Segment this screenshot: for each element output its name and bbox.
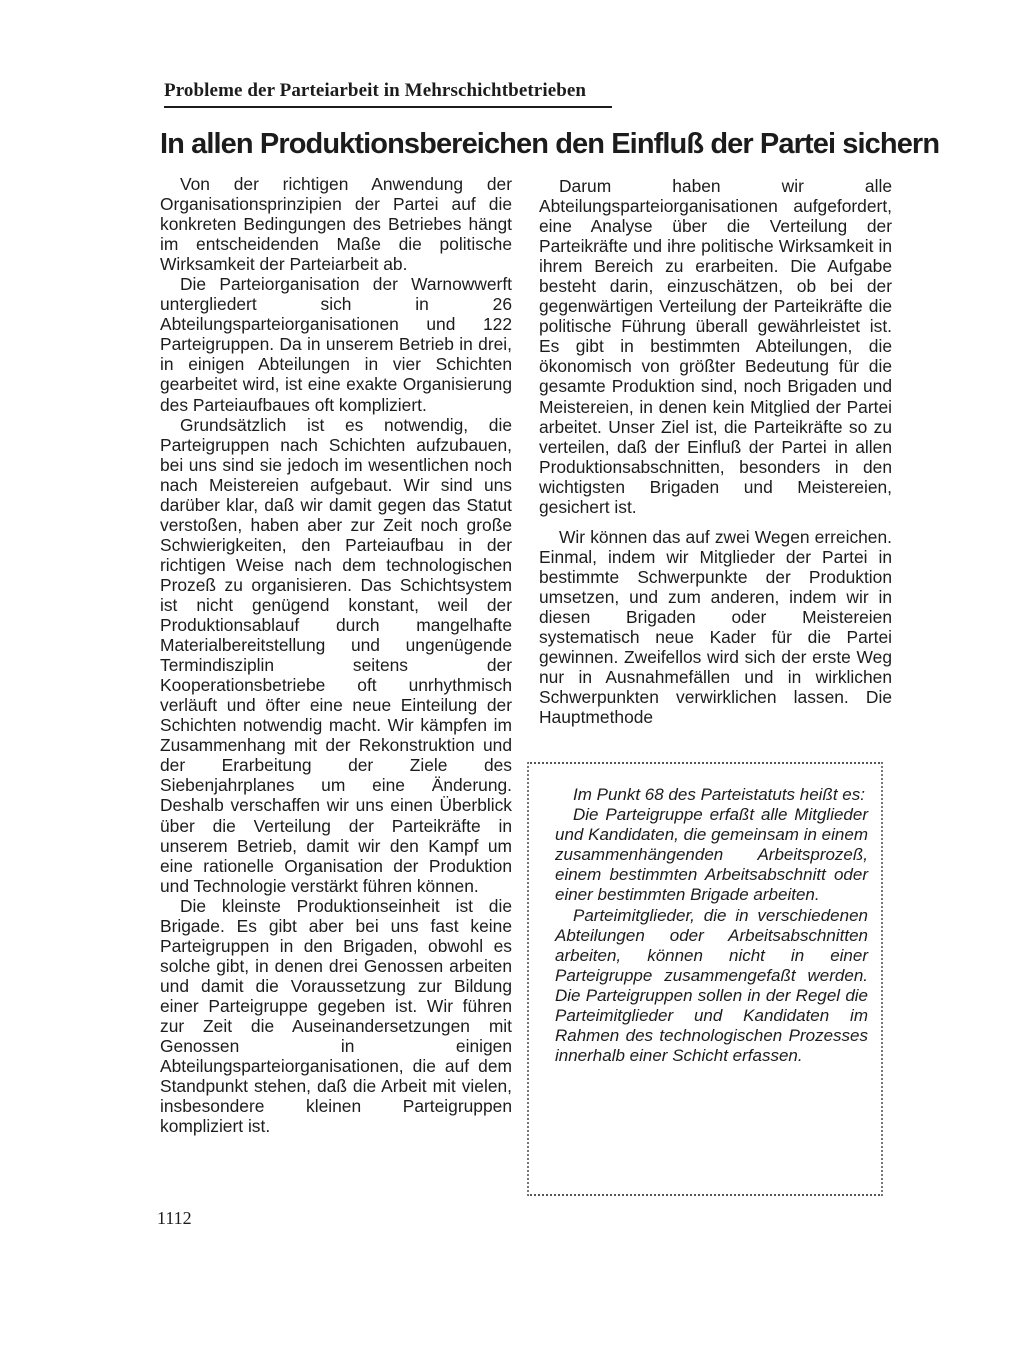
paragraph: Grundsätzlich ist es notwendig, die Parteigruppen nach Schichten aufzubauen, bei uns sind sie jedoch im wesentlichen noch nach Meistereien aufgebaut. Wir sind uns darüber klar, daß wir damit gegen das Statut verstoßen, haben aber zur Zeit noch große Schwierigkeiten, den Parteiaufbau in der richtigen Weise nach dem technologischen Prozeß zu organisieren. Das Schichtsystem ist nicht genügend konstant, weil der Produktionsablauf durch mangelhafte Materialbereitstellung und ungenügende Termindisziplin seitens der Kooperationsbetriebe oft unrhythmisch verläuft und öfter eine neue Einteilung der Schichten notwendig macht. Wir kämpfen im Zusammenhang mit der Rekonstruktion und der Erarbeitung der Ziele des Siebenjahrplanes um eine Änderung. Deshalb verschaffen wir uns einen Überblick über die Verteilung der Parteikräfte in unserem Betrieb, damit wir den Kampf um eine rationelle Organisation der Produktion und Technologie verstärkt führen können. — [160, 414, 512, 896]
running-head: Probleme der Parteiarbeit in Mehrschichtbetrieben — [164, 80, 612, 108]
quote-intro: Im Punkt 68 des Parteistatuts heißt es: — [573, 785, 865, 804]
quote-paragraph: Parteimitglieder, die in verschiedenen Abteilungen oder Arbeitsabschnitten arbeiten, können nicht in einer Parteigruppe zusammengefaßt werden. Die Parteigruppen sollen in der Regel die Parteimitglieder und Kandidaten im Rahmen des technologischen Prozesses innerhalb einer Schicht erfassen. — [555, 905, 868, 1066]
paragraph: Darum haben wir alle Abteilungsparteiorganisationen aufgefordert, eine Analyse über die Verteilung der Parteikräfte und ihre politische Wirksamkeit in ihrem Bereich zu erarbeiten. Die Aufgabe besteht darin, einzuschätzen, ob bei der gegenwärtigen Verteilung der Parteikräfte die politische Führung überall gewährleistet ist. Es gibt in bestimmten Abteilungen, die ökonomisch von größter Bedeutung für die gesamte Produktion sind, noch Brigaden und Meistereien, in denen kein Mitglied der Partei arbeitet. Unser Ziel ist, die Parteikräfte so zu verteilen, daß der Einfluß der Partei in allen Produktionsabschnitten, besonders in den wichtigsten Brigaden und Meistereien, gesichert ist. — [539, 176, 892, 517]
left-column — [160, 174, 512, 1136]
right-column — [539, 176, 892, 727]
page-number: 1112 — [157, 1208, 192, 1228]
paragraph: Wir können das auf zwei Wegen erreichen. Einmal, indem wir Mitglieder der Partei in bestimmte Schwerpunkte der Produktion umsetzen, und zum anderen, indem wir in diesen Brigaden oder Meistereien systematisch neue Kader für die Partei gewinnen. Zweifellos wird sich der erste Weg nur in Ausnahmefällen und in wirklichen Schwerpunkten verwirklichen lassen. Die Hauptmethode — [539, 526, 892, 728]
statute-quote-text — [555, 785, 868, 1066]
article-title: In allen Produktionsbereichen den Einfluß der Partei sichern — [160, 128, 940, 160]
quote-paragraph: Die Parteigruppe erfaßt alle Mitglieder und Kandidaten, die gemeinsam in einem zusammenhängenden Arbeitsprozeß, einem bestimmten Arbeitsabschnitt oder einer bestimmten Brigade arbeiten. — [555, 805, 868, 905]
paragraph: Von der richtigen Anwendung der Organisationsprinzipien der Partei auf die konkreten Bedingungen des Betriebes hängt im entscheidenden Maße die politische Wirksamkeit der Parteiarbeit ab. — [160, 174, 512, 275]
paragraph: Die Parteiorganisation der Warnowwerft untergliedert sich in 26 Abteilungsparteiorganisationen und 122 Parteigruppen. Da in unserem Betrieb in drei, in einigen Abteilungen in vier Schichten gearbeitet wird, ist eine exakte Organisierung des Parteiaufbaues oft kompliziert. — [160, 274, 512, 415]
paragraph: Die kleinste Produktionseinheit ist die Brigade. Es gibt aber bei uns fast keine Parteigruppen in den Brigaden, obwohl es solche gibt, in denen drei Genossen arbeiten und damit die Voraussetzung zur Bildung einer Parteigruppe gegeben ist. Wir führen zur Zeit die Auseinandersetzungen mit Genossen in einigen Abteilungsparteiorganisationen, die auf dem Standpunkt stehen, daß die Arbeit mit vielen, insbesondere kleinen Parteigruppen kompliziert ist. — [160, 895, 512, 1137]
